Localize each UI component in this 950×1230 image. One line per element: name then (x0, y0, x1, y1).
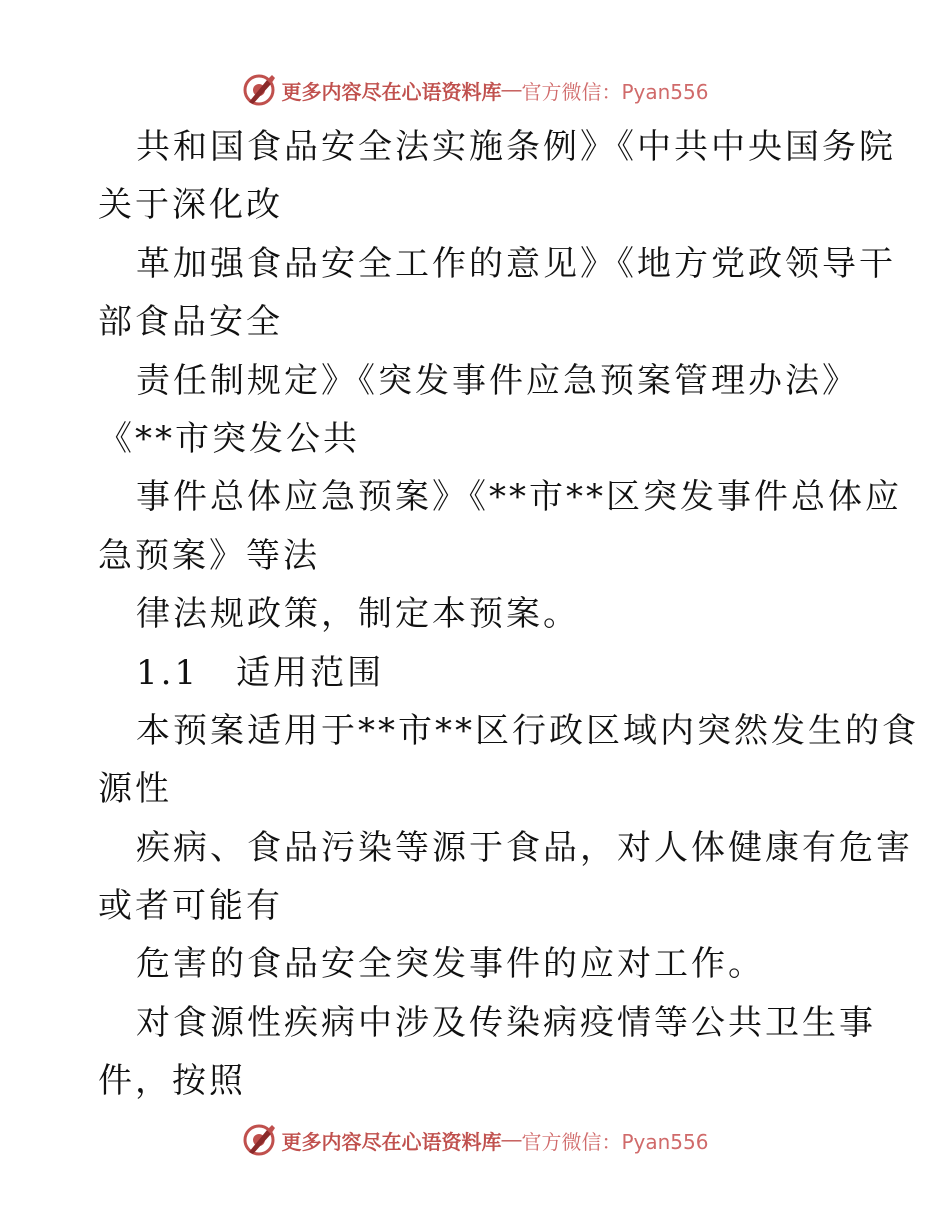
watermark-dash: — (501, 78, 522, 101)
watermark-contact-text: 官方微信：Pyan556 (521, 1129, 709, 1154)
text-line: 律法规政策，制定本预案。 (136, 594, 580, 635)
text-line: 疾病、食品污染等源于食品，对人体健康有危害 (136, 827, 913, 868)
watermark-main-text: 更多内容尽在心语资料库 (281, 1129, 502, 1154)
watermark-main-text: 更多内容尽在心语资料库 (281, 79, 502, 104)
text-line: 源性 (98, 769, 172, 810)
text-line: 急预案》等法 (98, 535, 320, 576)
text-line: 件，按照 (98, 1061, 246, 1102)
text-line: 共和国食品安全法实施条例》《中共中央国务院 (136, 127, 896, 167)
pen-logo-icon (241, 1122, 277, 1158)
pen-logo-icon (241, 72, 277, 108)
section-heading: 1.1 适用范围 (136, 652, 385, 693)
watermark-dash: — (501, 1128, 522, 1151)
text-line: 危害的食品安全突发事件的应对工作。 (136, 944, 765, 985)
watermark-contact-text: 官方微信：Pyan556 (521, 79, 709, 104)
text-line: 对食源性疾病中涉及传染病疫情等公共卫生事 (136, 1002, 876, 1043)
header-watermark (0, 70, 950, 110)
text-line: 事件总体应急预案》《**市**区突发事件总体应 (136, 477, 902, 518)
text-line: 部食品安全 (98, 302, 283, 343)
text-line: 《**市突发公共 (98, 418, 360, 459)
text-line: 本预案适用于**市**区行政区域内突然发生的食 (136, 710, 919, 751)
text-line: 关于深化改 (98, 185, 283, 226)
text-line: 或者可能有 (98, 886, 283, 927)
text-line: 革加强食品安全工作的意见》《地方党政领导干 (136, 243, 896, 284)
document-body (98, 118, 919, 1111)
footer-watermark (0, 1120, 950, 1160)
text-line: 责任制规定》《突发事件应急预案管理办法》 (136, 360, 859, 401)
